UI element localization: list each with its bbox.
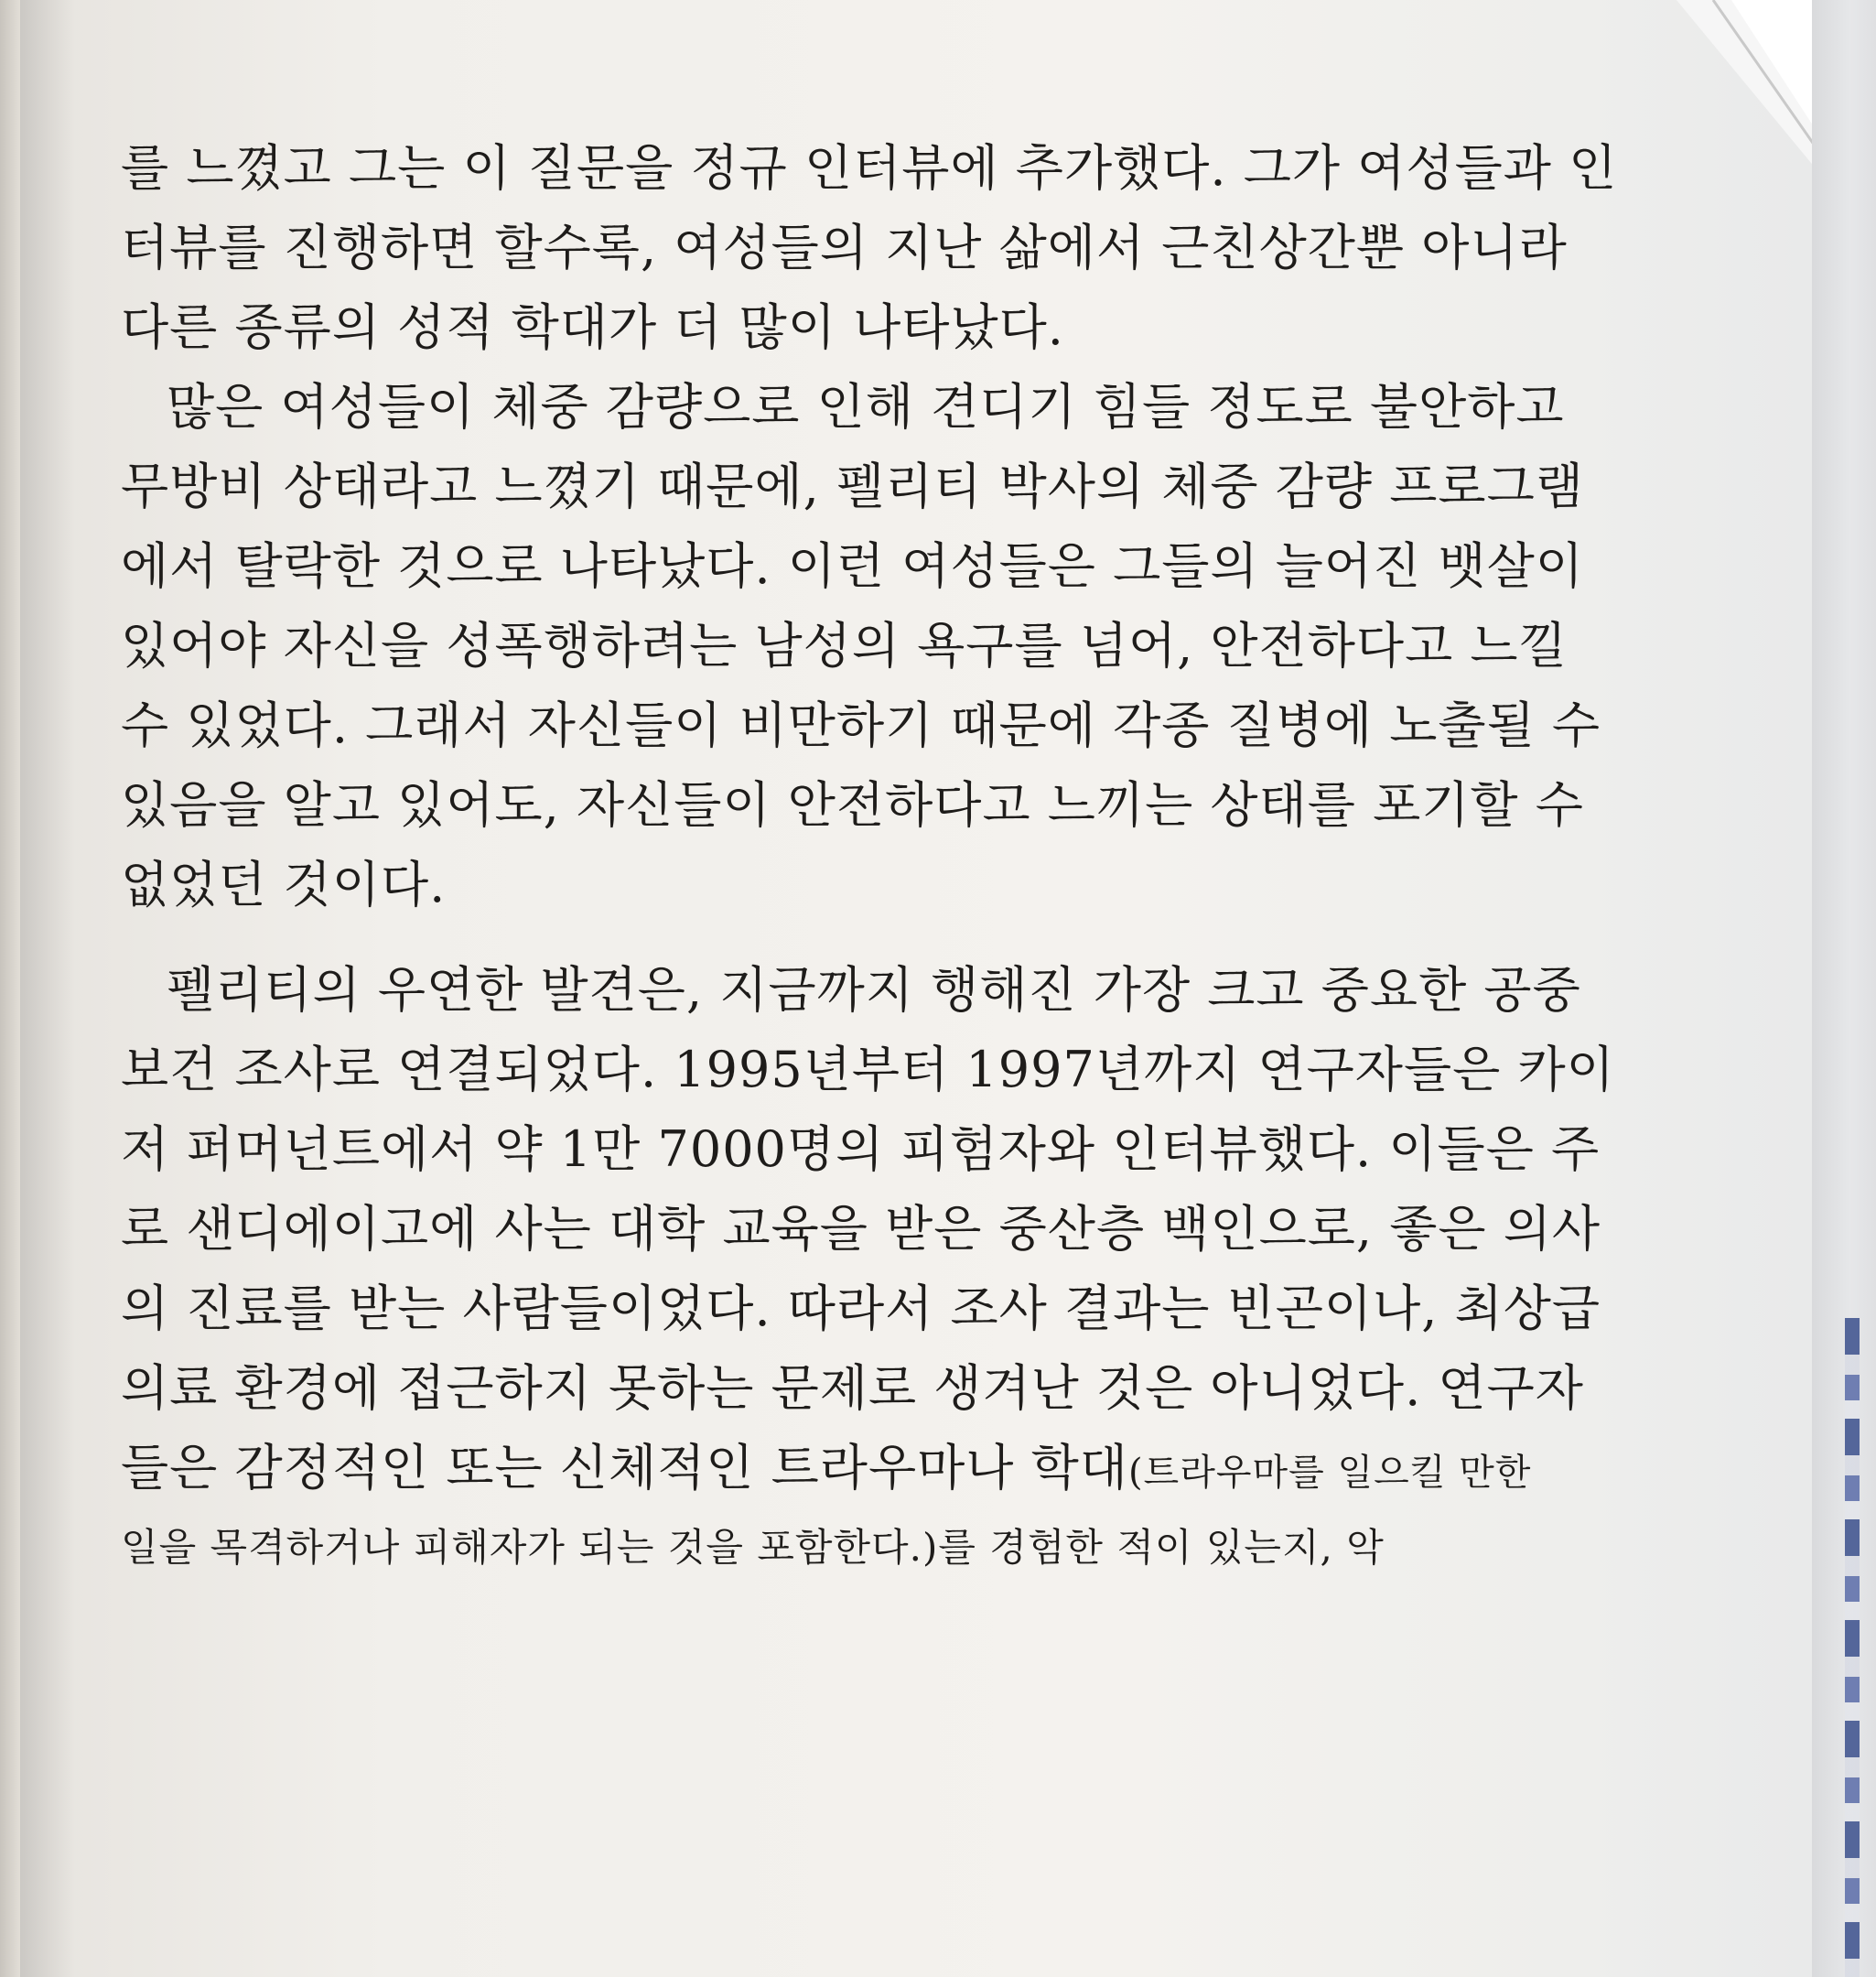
cover-ornament xyxy=(1845,1318,1860,1977)
text-line: 에서 탈락한 것으로 나타났다. 이런 여성들은 그들의 늘어진 뱃살이 xyxy=(121,537,1584,595)
book-page xyxy=(20,0,1850,1977)
text-line: 저 퍼머넌트에서 약 1만 7000명의 피험자와 인터뷰했다. 이들은 주 xyxy=(121,1120,1601,1178)
text-line: 터뷰를 진행하면 할수록, 여성들의 지난 삶에서 근친상간뿐 아니라 xyxy=(121,219,1568,276)
text-line: 보건 조사로 연결되었다. 1995년부터 1997년까지 연구자들은 카이 xyxy=(121,1041,1615,1098)
next-page-edge xyxy=(1812,0,1876,1977)
text-line: 있음을 알고 있어도, 자신들이 안전하다고 느끼는 상태를 포기할 수 xyxy=(121,776,1584,834)
text-line: 없었던 것이다. xyxy=(121,856,447,913)
paragraph xyxy=(121,128,1618,367)
text-line: 의료 환경에 접근하지 못하는 문제로 생겨난 것은 아니었다. 연구자 xyxy=(121,1359,1584,1417)
text-line xyxy=(121,1428,1585,1507)
text-line: 의 진료를 받는 사람들이었다. 따라서 조사 결과는 빈곤이나, 최상급 xyxy=(121,1280,1601,1337)
page-gutter-shadow xyxy=(20,0,75,1977)
previous-page-edge xyxy=(0,0,20,1977)
body-text xyxy=(121,128,1618,1587)
text-line: 다른 종류의 성적 학대가 더 많이 나타났다. xyxy=(121,298,1064,356)
text-line: 많은 여성들이 체중 감량으로 인해 견디기 힘들 정도로 불안하고 xyxy=(167,378,1565,436)
text-line: 무방비 상태라고 느꼈기 때문에, 펠리티 박사의 체중 감량 프로그램 xyxy=(121,458,1584,515)
text-line-main: 들은 감정적인 또는 신체적인 트라우마나 학대 xyxy=(121,1439,1128,1496)
text-line: 로 샌디에이고에 사는 대학 교육을 받은 중산층 백인으로, 좋은 의사 xyxy=(121,1200,1601,1258)
paragraph xyxy=(121,950,1615,1587)
parenthetical-note: (트라우마를 일으킬 만한 xyxy=(1127,1452,1532,1494)
text-line: 있어야 자신을 성폭행하려는 남성의 욕구를 넘어, 안전하다고 느낄 xyxy=(121,617,1568,675)
text-line: 수 있었다. 그래서 자신들이 비만하기 때문에 각종 질병에 노출될 수 xyxy=(121,697,1601,754)
text-line: 펠리티의 우연한 발견은, 지금까지 행해진 가장 크고 중요한 공중 xyxy=(167,961,1581,1019)
text-line: 를 느꼈고 그는 이 질문을 정규 인터뷰에 추가했다. 그가 여성들과 인 xyxy=(121,139,1618,197)
text-line-cut-off: 일을 목격하거나 피해자가 되는 것을 포함한다.)를 경험한 적이 있는지, 악 xyxy=(121,1525,1385,1570)
paragraph xyxy=(121,367,1601,924)
